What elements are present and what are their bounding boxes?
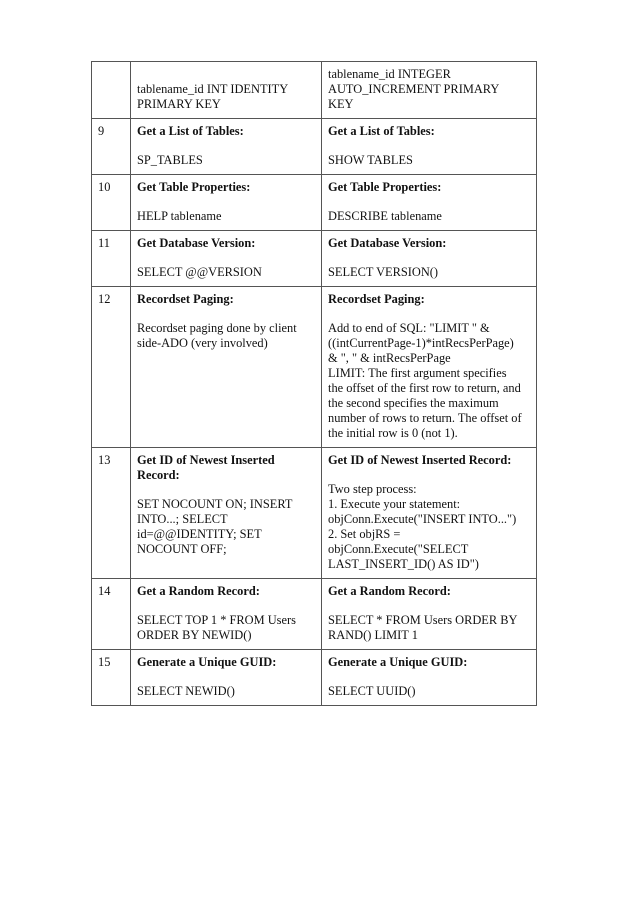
spacer	[328, 670, 531, 684]
mysql-text-line: ((intCurrentPage-1)*intRecsPerPage)	[328, 336, 514, 350]
mysql-text-line: tablename_id INTEGER	[328, 67, 451, 81]
mysql-text-line: SELECT * FROM Users ORDER BY	[328, 613, 518, 627]
mysql-text-line: Add to end of SQL: "LIMIT " &	[328, 321, 490, 335]
mysql-cell	[322, 175, 537, 231]
mysql-text-line: DESCRIBE tablename	[328, 209, 442, 223]
mssql-cell	[131, 231, 322, 287]
mssql-text-line: side-ADO (very involved)	[137, 336, 268, 350]
mssql-text-line: Recordset paging done by client	[137, 321, 297, 335]
row-number	[92, 62, 131, 119]
mssql-text-line: SELECT @@VERSION	[137, 265, 262, 279]
mssql-text-line: SET NOCOUNT ON; INSERT	[137, 497, 293, 511]
table-row	[92, 119, 537, 175]
mysql-text-line: 1. Execute your statement:	[328, 497, 461, 511]
mysql-text-line: RAND() LIMIT 1	[328, 628, 418, 642]
mssql-text-line: PRIMARY KEY	[137, 97, 221, 111]
row-number: 12	[92, 287, 131, 448]
mssql-cell	[131, 175, 322, 231]
mysql-text-line: objConn.Execute("INSERT INTO...")	[328, 512, 517, 526]
spacer	[137, 599, 316, 613]
mysql-text-line: objConn.Execute("SELECT	[328, 542, 469, 556]
spacer	[137, 195, 316, 209]
mysql-text-line: the initial row is 0 (not 1).	[328, 426, 458, 440]
mssql-cell	[131, 650, 322, 706]
mysql-text-line: Two step process:	[328, 482, 417, 496]
mssql-cell	[131, 287, 322, 448]
mssql-text-line	[137, 67, 316, 82]
mysql-text-line: 2. Set objRS =	[328, 527, 401, 541]
mssql-cell	[131, 579, 322, 650]
row-number: 11	[92, 231, 131, 287]
mysql-text-line: KEY	[328, 97, 354, 111]
mssql-text-line: HELP tablename	[137, 209, 222, 223]
row-number: 15	[92, 650, 131, 706]
spacer	[328, 251, 531, 265]
row-number: 13	[92, 448, 131, 579]
mssql-heading: Get Table Properties:	[137, 180, 251, 194]
mssql-heading: Get a List of Tables:	[137, 124, 244, 138]
table-row	[92, 650, 537, 706]
mysql-text-line: SELECT VERSION()	[328, 265, 439, 279]
mssql-text-line: tablename_id INT IDENTITY	[137, 82, 289, 96]
mysql-heading: Recordset Paging:	[328, 292, 425, 306]
mssql-text-line: id=@@IDENTITY; SET	[137, 527, 262, 541]
mssql-cell	[131, 119, 322, 175]
table-row	[92, 175, 537, 231]
mysql-cell	[322, 448, 537, 579]
mssql-cell	[131, 62, 322, 119]
mysql-cell	[322, 119, 537, 175]
mysql-text-line: AUTO_INCREMENT PRIMARY	[328, 82, 500, 96]
mssql-heading: Generate a Unique GUID:	[137, 655, 277, 669]
row-number: 14	[92, 579, 131, 650]
table-row	[92, 62, 537, 119]
spacer	[328, 195, 531, 209]
mysql-heading: Generate a Unique GUID:	[328, 655, 468, 669]
mssql-heading: Get ID of Newest Inserted Record:	[137, 453, 278, 482]
spacer	[328, 468, 531, 482]
spacer	[328, 599, 531, 613]
mysql-text-line: & ", " & intRecsPerPage	[328, 351, 451, 365]
mssql-text-line: INTO...; SELECT	[137, 512, 228, 526]
row-number: 10	[92, 175, 131, 231]
table-row	[92, 231, 537, 287]
mysql-heading: Get Database Version:	[328, 236, 447, 250]
mssql-text-line: SP_TABLES	[137, 153, 203, 167]
spacer	[328, 139, 531, 153]
spacer	[137, 307, 316, 321]
spacer	[137, 251, 316, 265]
mssql-heading: Get Database Version:	[137, 236, 256, 250]
table-row	[92, 579, 537, 650]
mysql-text-line: number of rows to return. The offset of	[328, 411, 522, 425]
table-row	[92, 448, 537, 579]
mssql-cell	[131, 448, 322, 579]
mysql-cell	[322, 650, 537, 706]
table-row	[92, 287, 537, 448]
mysql-cell	[322, 579, 537, 650]
sql-comparison-table	[91, 61, 537, 706]
mysql-text-line: LIMIT: The first argument specifies	[328, 366, 507, 380]
spacer	[137, 483, 316, 497]
mssql-text-line: ORDER BY NEWID()	[137, 628, 252, 642]
mysql-heading: Get a List of Tables:	[328, 124, 435, 138]
mssql-text-line: NOCOUNT OFF;	[137, 542, 227, 556]
mysql-text-line: the offset of the first row to return, and	[328, 381, 521, 395]
mysql-cell	[322, 62, 537, 119]
spacer	[328, 307, 531, 321]
mssql-text-line: SELECT NEWID()	[137, 684, 235, 698]
mysql-heading: Get ID of Newest Inserted Record:	[328, 453, 512, 467]
row-number: 9	[92, 119, 131, 175]
spacer	[137, 139, 316, 153]
spacer	[137, 670, 316, 684]
mysql-text-line: SELECT UUID()	[328, 684, 416, 698]
mysql-heading: Get Table Properties:	[328, 180, 442, 194]
mysql-text-line: LAST_INSERT_ID() AS ID")	[328, 557, 479, 571]
mssql-heading: Get a Random Record:	[137, 584, 260, 598]
mysql-text-line: SHOW TABLES	[328, 153, 413, 167]
mysql-cell	[322, 287, 537, 448]
mysql-heading: Get a Random Record:	[328, 584, 451, 598]
mysql-text-line: the second specifies the maximum	[328, 396, 499, 410]
mssql-text-line: SELECT TOP 1 * FROM Users	[137, 613, 296, 627]
mysql-cell	[322, 231, 537, 287]
mssql-heading: Recordset Paging:	[137, 292, 234, 306]
